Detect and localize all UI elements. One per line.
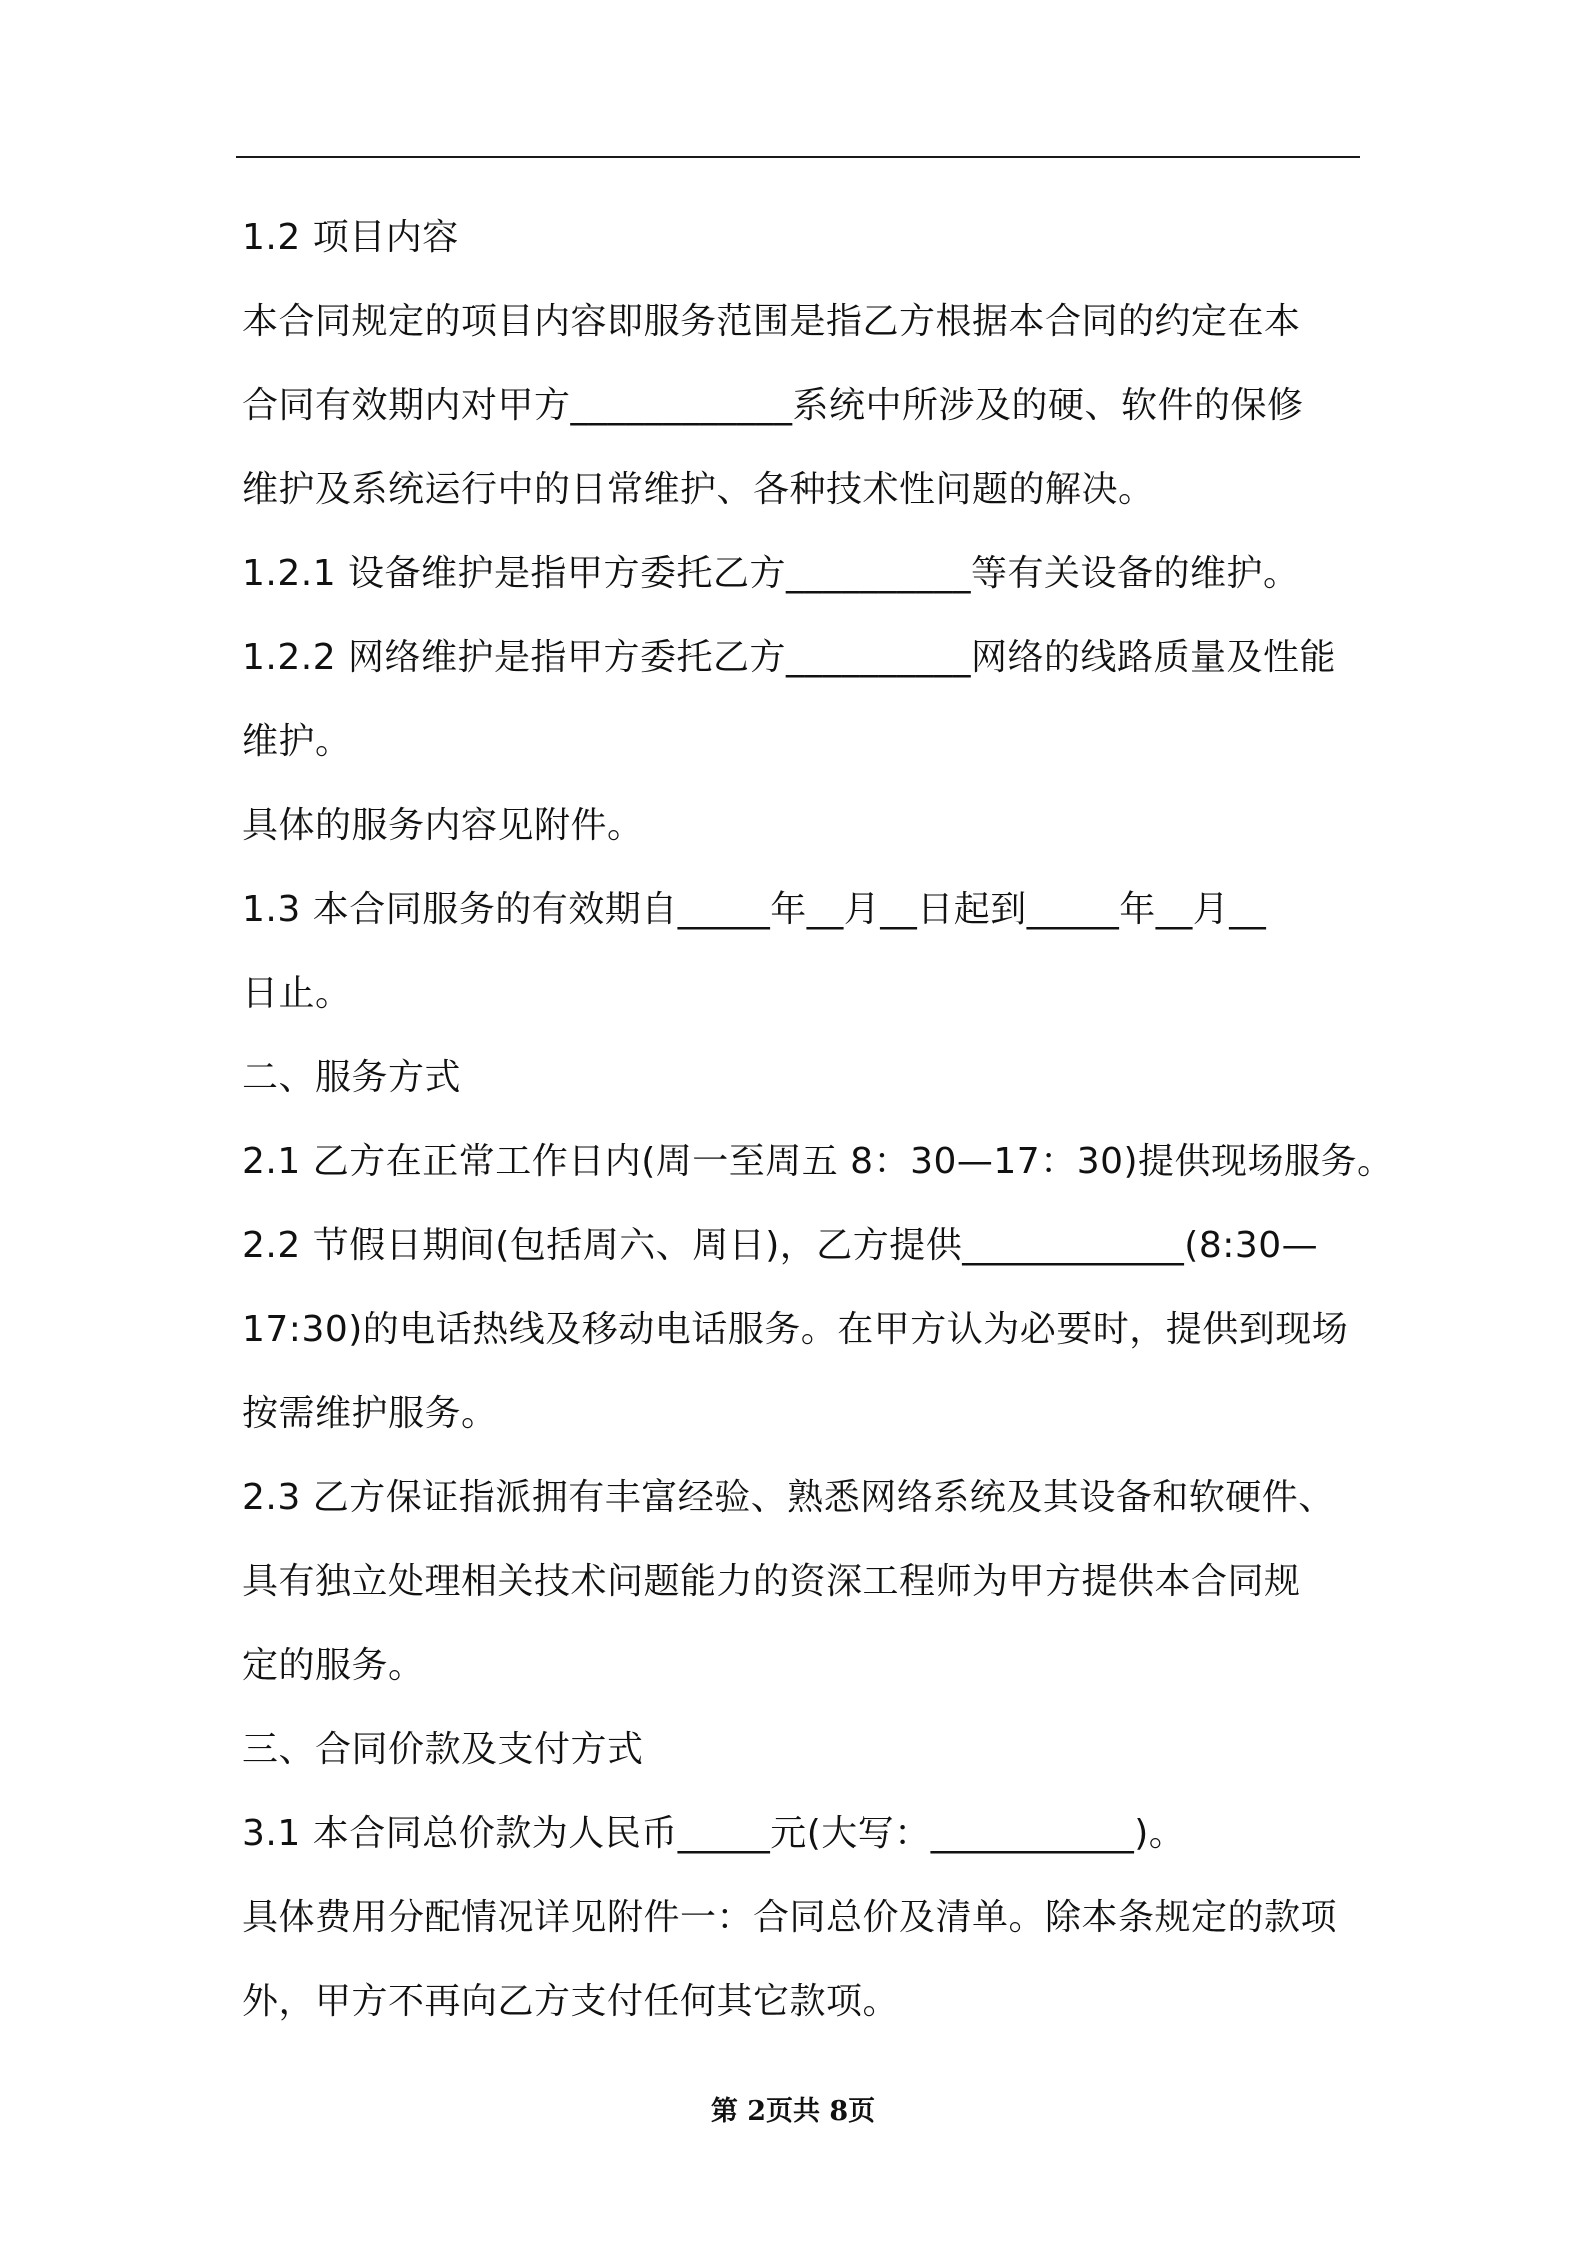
section-heading-price-payment: 三、合同价款及支付方式 — [242, 1729, 644, 1770]
clause-2-3-engineer-assignment: 2.3 乙方保证指派拥有丰富经验、熟悉网络系统及其设备和软硬件、 — [242, 1477, 1335, 1518]
paragraph-line: 按需维护服务。 — [242, 1393, 498, 1434]
clause-1-2-2-network-maintenance: 1.2.2 网络维护是指甲方委托乙方__________网络的线路质量及性能 — [242, 637, 1337, 678]
clause-1-3-validity-period: 1.3 本合同服务的有效期自_____年__月__日起到_____年__月__ — [242, 889, 1267, 930]
clause-1-2-1-equipment-maintenance: 1.2.1 设备维护是指甲方委托乙方__________等有关设备的维护。 — [242, 553, 1300, 594]
clause-3-1-total-price: 3.1 本合同总价款为人民币_____元(大写：___________)。 — [242, 1813, 1186, 1854]
section-heading-service-method: 二、服务方式 — [242, 1057, 462, 1098]
paragraph-line: 定的服务。 — [242, 1645, 425, 1686]
clause-2-1-onsite-service: 2.1 乙方在正常工作日内(周一至周五 8：30—17：30)提供现场服务。 — [242, 1141, 1394, 1182]
paragraph-line: 维护及系统运行中的日常维护、各种技术性问题的解决。 — [242, 469, 1155, 510]
paragraph-line: 日止。 — [242, 973, 352, 1014]
paragraph-line: 具体费用分配情况详见附件一：合同总价及清单。除本条规定的款项 — [242, 1897, 1338, 1938]
paragraph-line: 合同有效期内对甲方____________系统中所涉及的硬、软件的保修 — [242, 385, 1304, 426]
paragraph-line: 具体的服务内容见附件。 — [242, 805, 644, 846]
paragraph-line: 本合同规定的项目内容即服务范围是指乙方根据本合同的约定在本 — [242, 301, 1301, 342]
header-rule — [236, 156, 1360, 158]
paragraph-line: 外，甲方不再向乙方支付任何其它款项。 — [242, 1981, 900, 2022]
paragraph-line: 维护。 — [242, 721, 352, 762]
heading-1-2-project-content: 1.2 项目内容 — [242, 217, 459, 258]
contract-body — [242, 196, 1394, 2044]
page-number-footer: 第 2页共 8页 — [710, 2096, 876, 2127]
paragraph-line: 具有独立处理相关技术问题能力的资深工程师为甲方提供本合同规 — [242, 1561, 1301, 1602]
clause-2-2-holiday-service: 2.2 节假日期间(包括周六、周日)，乙方提供____________(8:30— — [242, 1225, 1319, 1266]
paragraph-line: 17:30)的电话热线及移动电话服务。在甲方认为必要时，提供到现场 — [242, 1309, 1349, 1350]
